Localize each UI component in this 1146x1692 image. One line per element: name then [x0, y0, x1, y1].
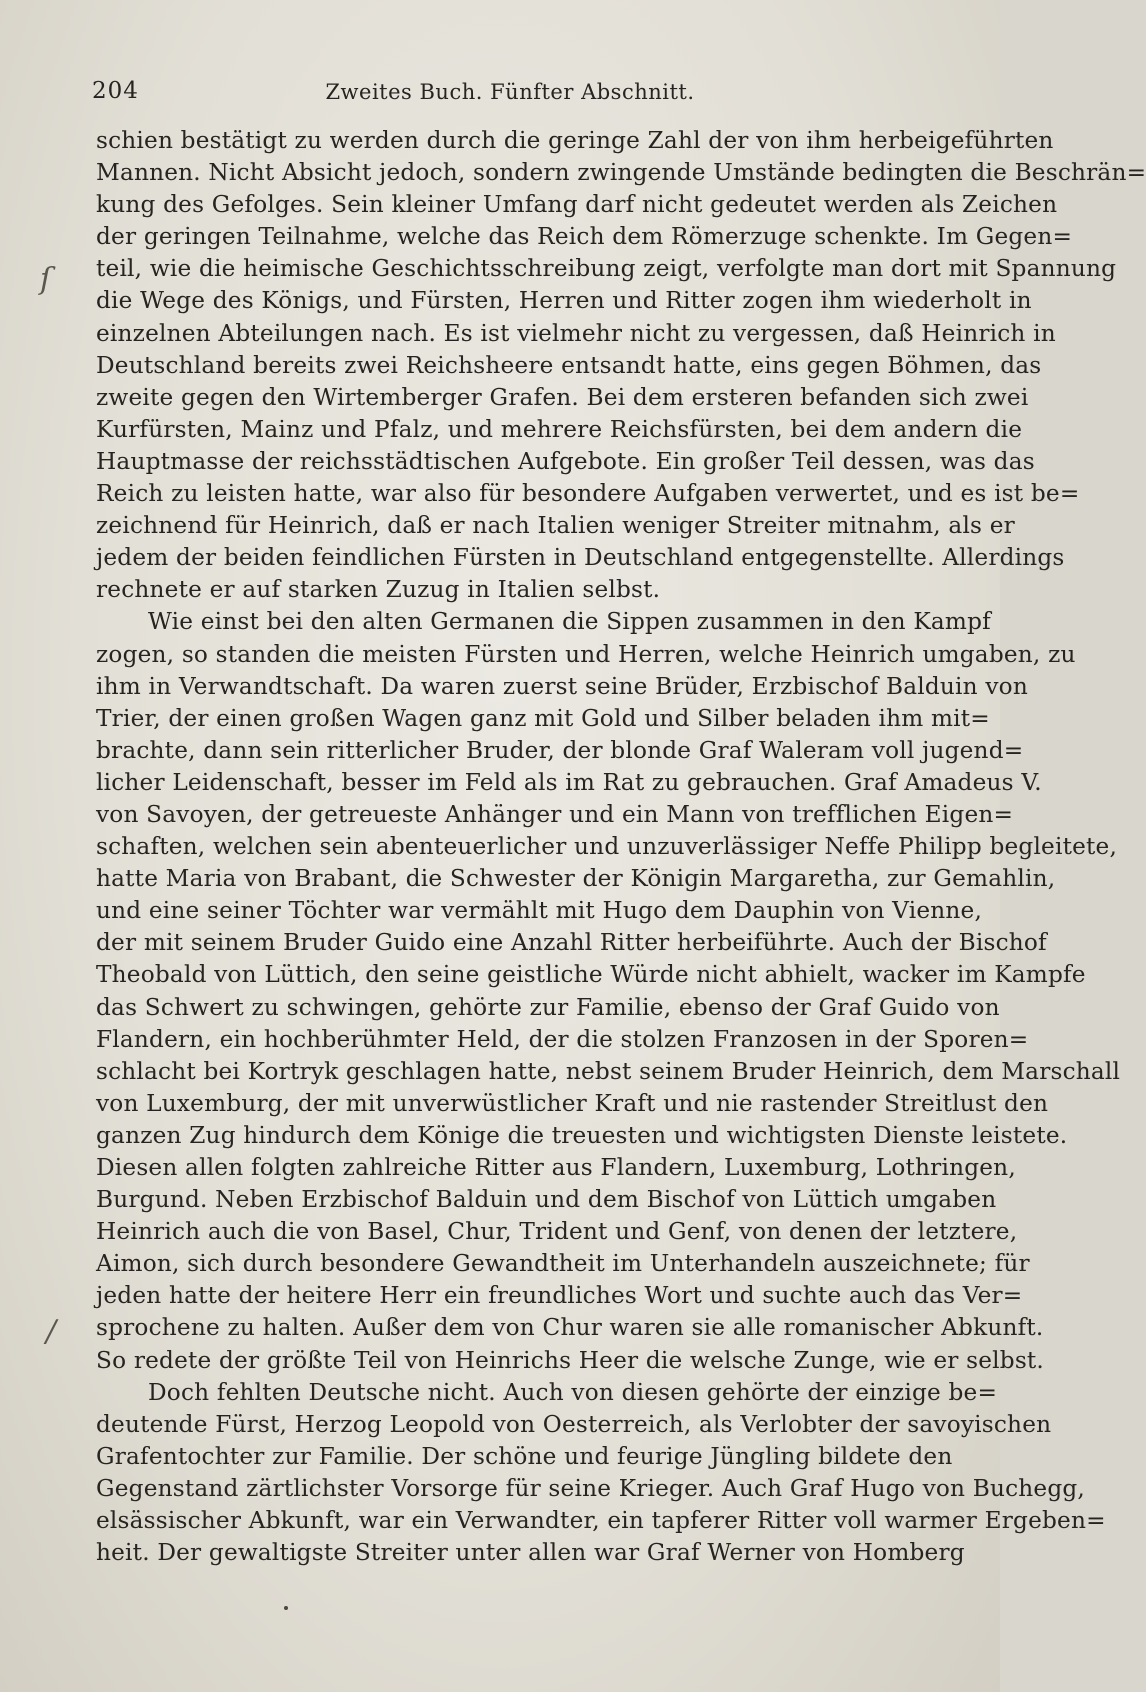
text-line: Flandern, ein hochberühmter Held, der die stolzen Franzosen in der Sporen=: [96, 1025, 1029, 1053]
text-line: ihm in Verwandtschaft. Da waren zuerst seine Brüder, Erzbischof Balduin von: [96, 672, 1028, 700]
text-line: deutende Fürst, Herzog Leopold von Oesterreich, als Verlobter der savoyischen: [96, 1410, 1052, 1438]
running-head: Zweites Buch. Fünfter Abschnitt.: [325, 80, 695, 104]
ink-speck: [284, 1606, 288, 1610]
text-line: der mit seinem Bruder Guido eine Anzahl Ritter herbeiführte. Auch der Bischof: [96, 929, 1047, 957]
paragraph: [96, 606, 1121, 1376]
text-line: zeichnend für Heinrich, daß er nach Italien weniger Streiter mitnahm, als er: [96, 512, 1015, 540]
text-line: Gegenstand zärtlichster Vorsorge für seine Krieger. Auch Graf Hugo von Buchegg,: [96, 1474, 1086, 1502]
text-line: brachte, dann sein ritterlicher Bruder, der blonde Graf Waleram voll jugend=: [96, 736, 1024, 764]
body-text: [96, 125, 1146, 1569]
text-line: rechnete er auf starken Zuzug in Italien selbst.: [96, 576, 661, 604]
text-line: Mannen. Nicht Absicht jedoch, sondern zwingende Umstände bedingten die Beschrän=: [96, 159, 1146, 187]
text-line: schien bestätigt zu werden durch die geringe Zahl der von ihm herbeigeführten: [96, 127, 1054, 154]
text-line: heit. Der gewaltigste Streiter unter allen war Graf Werner von Homberg: [96, 1539, 965, 1567]
text-line: von Luxemburg, der mit unverwüstlicher Kraft und nie rastender Streitlust den: [96, 1089, 1049, 1117]
text-line: schlacht bei Kortryk geschlagen hatte, nebst seinem Bruder Heinrich, dem Marschall: [96, 1057, 1121, 1085]
text-line: Deutschland bereits zwei Reichsheere entsandt hatte, eins gegen Böhmen, das: [96, 351, 1042, 379]
text-line: die Wege des Königs, und Fürsten, Herren und Ritter zogen ihm wiederholt in: [96, 287, 1032, 315]
text-line: Kurfürsten, Mainz und Pfalz, und mehrere Reichsfürsten, bei dem andern die: [96, 415, 1023, 443]
text-line: kung des Gefolges. Sein kleiner Umfang darf nicht gedeutet werden als Zeichen: [96, 191, 1058, 219]
text-line: Aimon, sich durch besondere Gewandtheit im Unterhandeln auszeichnete; für: [96, 1250, 1030, 1278]
paragraph: [96, 1377, 1106, 1570]
text-line: ganzen Zug hindurch dem Könige die treuesten und wichtigsten Dienste leistete.: [96, 1121, 1068, 1149]
text-line: Trier, der einen großen Wagen ganz mit Gold und Silber beladen ihm mit=: [96, 704, 990, 732]
text-line: So redete der größte Teil von Heinrichs Heer die welsche Zunge, wie er selbst.: [96, 1346, 1045, 1374]
margin-mark: ſ: [40, 262, 52, 297]
text-line: jedem der beiden feindlichen Fürsten in Deutschland entgegenstellte. Allerdings: [96, 544, 1065, 572]
text-line: zweite gegen den Wirtemberger Grafen. Bei dem ersteren befanden sich zwei: [96, 383, 1029, 411]
text-line: hatte Maria von Brabant, die Schwester der Königin Margaretha, zur Gemahlin,: [96, 865, 1056, 893]
text-line: Grafentochter zur Familie. Der schöne und feurige Jüngling bildete den: [96, 1442, 953, 1470]
text-line: teil, wie die heimische Geschichtsschreibung zeigt, verfolgte man dort mit Spannung: [96, 255, 1117, 283]
text-line: jeden hatte der heitere Herr ein freundliches Wort und suchte auch das Ver=: [96, 1282, 1023, 1310]
paragraph: [96, 125, 1146, 606]
text-line: Theobald von Lüttich, den seine geistliche Würde nicht abhielt, wacker im Kampfe: [96, 961, 1086, 989]
text-line: Hauptmasse der reichsstädtischen Aufgebote. Ein großer Teil dessen, was das: [96, 447, 1035, 475]
text-line: einzelnen Abteilungen nach. Es ist vielmehr nicht zu vergessen, daß Heinrich in: [96, 319, 1056, 347]
margin-mark: /: [46, 1314, 57, 1349]
text-line: Burgund. Neben Erzbischof Balduin und dem Bischof von Lüttich umgaben: [96, 1186, 997, 1214]
text-line: elsässischer Abkunft, war ein Verwandter, ein tapferer Ritter voll warmer Ergeben=: [96, 1507, 1106, 1535]
text-line: und eine seiner Töchter war vermählt mit Hugo dem Dauphin von Vienne,: [96, 897, 983, 925]
text-line: licher Leidenschaft, besser im Feld als im Rat zu gebrauchen. Graf Amadeus V.: [96, 768, 1042, 796]
text-line: Diesen allen folgten zahlreiche Ritter aus Flandern, Luxemburg, Lothringen,: [96, 1154, 1016, 1181]
text-line: schaften, welchen sein abenteuerlicher und unzuverlässiger Neffe Philipp begleitete,: [96, 833, 1118, 861]
text-line: Wie einst bei den alten Germanen die Sippen zusammen in den Kampf: [148, 608, 991, 636]
text-line: zogen, so standen die meisten Fürsten und Herren, welche Heinrich umgaben, zu: [96, 640, 1076, 668]
text-line: der geringen Teilnahme, welche das Reich dem Römerzuge schenkte. Im Gegen=: [96, 223, 1073, 251]
page-header: [92, 72, 928, 112]
text-line: von Savoyen, der getreueste Anhänger und ein Mann von trefflichen Eigen=: [96, 800, 1014, 828]
page-number: 204: [92, 78, 139, 104]
text-line: Reich zu leisten hatte, war also für besondere Aufgaben verwertet, und es ist be=: [96, 480, 1080, 508]
text-line: Heinrich auch die von Basel, Chur, Trident und Genf, von denen der letztere,: [96, 1218, 1018, 1246]
text-line: das Schwert zu schwingen, gehörte zur Familie, ebenso der Graf Guido von: [96, 993, 1000, 1021]
text-line: sprochene zu halten. Außer dem von Chur waren sie alle romanischer Abkunft.: [96, 1314, 1044, 1342]
text-line: Doch fehlten Deutsche nicht. Auch von diesen gehörte der einzige be=: [148, 1378, 998, 1406]
